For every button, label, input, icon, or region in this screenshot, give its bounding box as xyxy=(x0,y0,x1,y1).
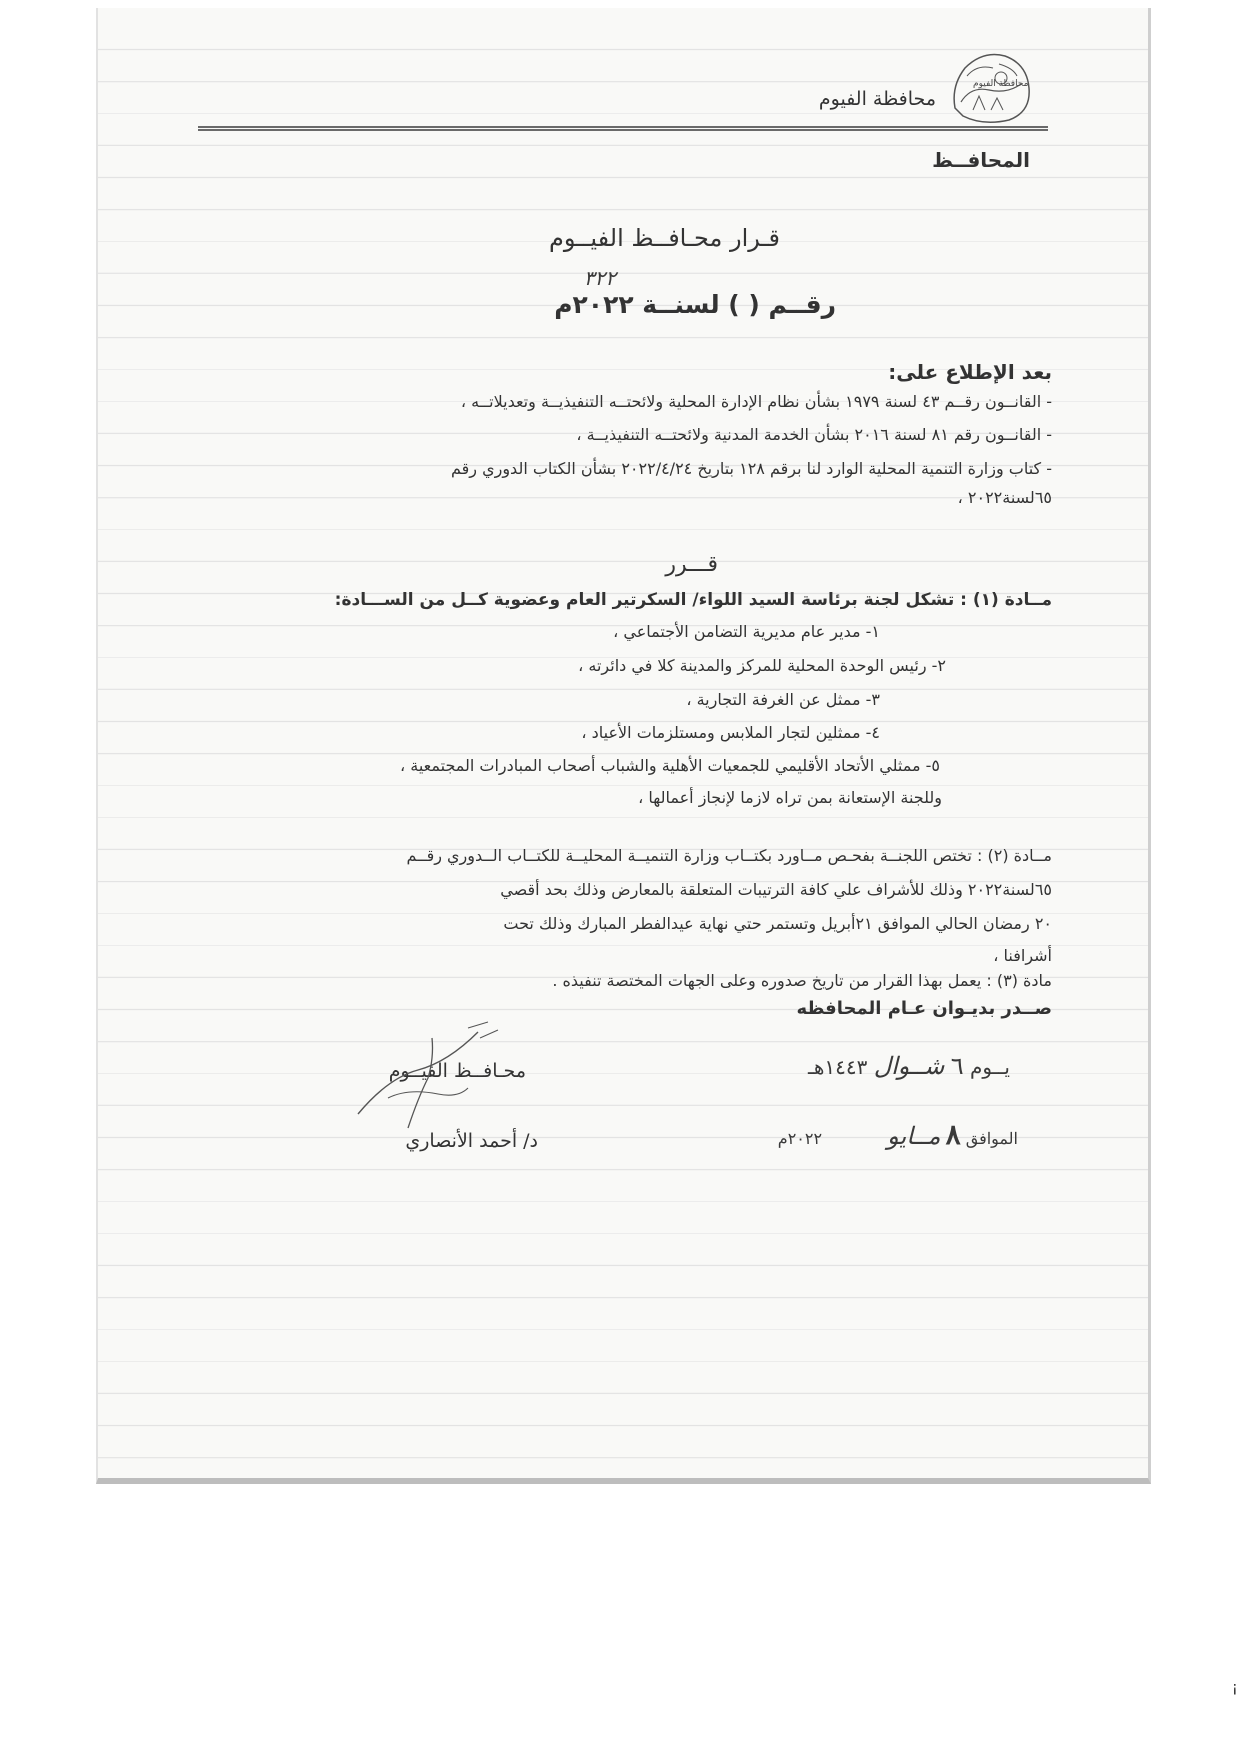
article-2-line: مــادة (٢) : تختص اللجنــة بفحـص مــاورد بكتــاب وزارة التنميــة المحليــة للكتــاب الــدوري رقــم xyxy=(406,846,1052,865)
office-title: المحافــظ xyxy=(932,148,1030,172)
gregorian-year: ٢٠٢٢م xyxy=(777,1129,823,1148)
article-1-member: ٥- ممثلي الأتحاد الأقليمي للجمعيات الأهلية والشباب أصحاب المبادرات المجتمعية ، xyxy=(399,756,940,775)
article-2-line: ٢٠ رمضان الحالي الموافق ٢١أبريل وتستمر حتي نهاية عيدالفطر المبارك وذلك تحت xyxy=(503,914,1052,933)
article-1-title: مــادة (١) : تشكل لجنة برئاسة السيد اللواء/ السكرتير العام وعضوية كــل من الســـادة: xyxy=(334,590,1052,610)
signature-title: محـافــظ الفيــوم xyxy=(388,1060,526,1082)
hijri-date xyxy=(808,1052,1010,1080)
hijri-prefix: يــوم xyxy=(970,1055,1010,1079)
gregorian-date xyxy=(778,1118,1018,1151)
logo-lettering: محافظة الفيوم xyxy=(973,79,1029,89)
governorate-name: محافظة الفيوم xyxy=(818,88,936,110)
article-2-line: أشرافنا ، xyxy=(993,946,1052,965)
hijri-year: ١٤٤٣هـ xyxy=(807,1055,868,1079)
signatory-name: د/ أحمد الأنصاري xyxy=(405,1130,538,1152)
issued-at: صــدر بديـوان عـام المحافظه xyxy=(796,998,1052,1019)
document-page xyxy=(96,8,1151,1484)
governorate-logo xyxy=(943,46,1038,126)
preamble-heading: بعد الإطلاع على: xyxy=(888,360,1052,384)
page-marker: ¡ xyxy=(1232,1680,1238,1696)
hijri-day: ٦ xyxy=(950,1052,964,1080)
handwritten-signature xyxy=(348,1018,508,1138)
article-1-member: ١- مدير عام مديرية التضامن الأجتماعي ، xyxy=(613,622,880,641)
decree-number-line: رقــم ( ) لسنــة ٢٠٢٢م xyxy=(554,290,836,319)
article-1-member: ٢- رئيس الوحدة المحلية للمركز والمدينة كلا في دائرته ، xyxy=(578,656,946,675)
article-3: مادة (٣) : يعمل بهذا القرار من تاريخ صدوره وعلى الجهات المختصة تنفيذه . xyxy=(552,971,1052,990)
gregorian-day: ٨ xyxy=(945,1118,961,1151)
preamble-item: - كتاب وزارة التنمية المحلية الوارد لنا برقم ١٢٨ بتاريخ ٢٠٢٢/٤/٢٤ بشأن الكتاب الدوري رقم xyxy=(450,459,1052,478)
decree-number-handwritten: ٣٢٢ xyxy=(583,266,616,290)
header-divider xyxy=(198,126,1048,131)
gregorian-prefix: الموافق xyxy=(965,1129,1018,1148)
article-1-member: ٣- ممثل عن الغرفة التجارية ، xyxy=(686,690,880,709)
decree-title: قـرار محـافــظ الفيــوم xyxy=(549,224,780,252)
gregorian-month: مــايو xyxy=(887,1122,941,1150)
decision-heading: قـــرر xyxy=(665,552,718,577)
preamble-item: - القانــون رقــم ٤٣ لسنة ١٩٧٩ بشأن نظام الإدارة المحلية ولائحتــه التنفيذيــة وتعديلاتــه ، xyxy=(460,392,1052,411)
article-2-line: ٦٥لسنة٢٠٢٢ وذلك للأشراف علي كافة الترتيبات المتعلقة بالمعارض وذلك بحد أقصي xyxy=(500,880,1052,899)
preamble-item: ٦٥لسنة٢٠٢٢ ، xyxy=(957,488,1052,507)
preamble-item: - القانــون رقم ٨١ لسنة ٢٠١٦ بشأن الخدمة المدنية ولائحتــه التنفيذيــة ، xyxy=(576,425,1052,444)
hijri-month: شــوال xyxy=(873,1052,945,1080)
article-1-member: ٤- ممثلين لتجار الملابس ومستلزمات الأعياد ، xyxy=(581,723,880,742)
article-1-closing: وللجنة الإستعانة بمن تراه لازما لإنجاز أعمالها ، xyxy=(638,788,942,807)
